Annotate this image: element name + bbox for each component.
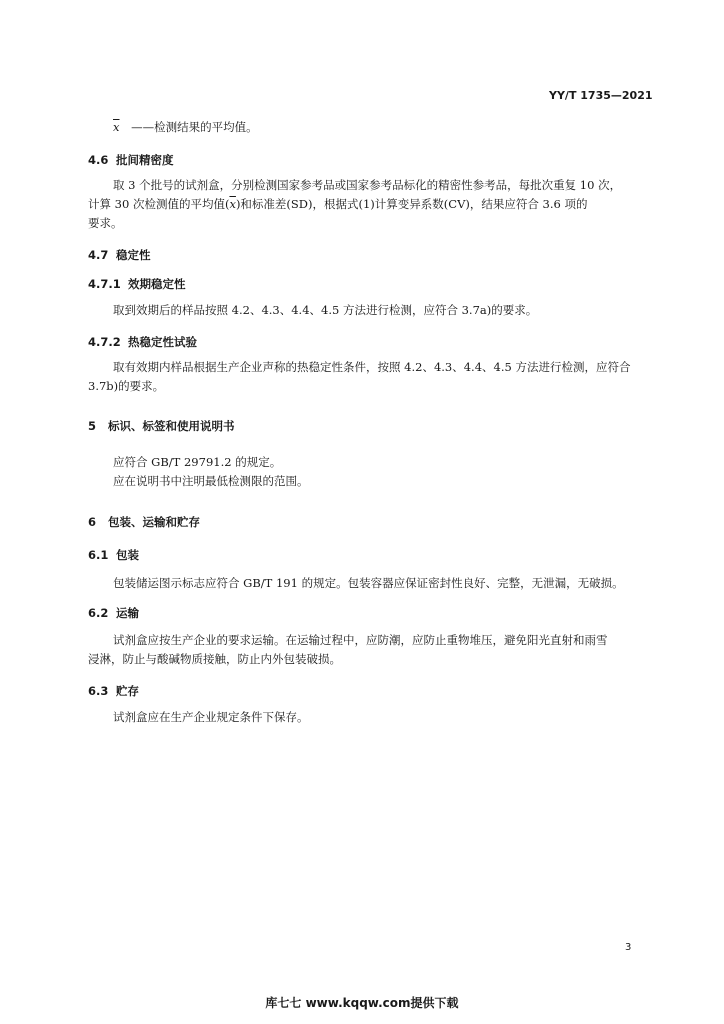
section-heading-4-7-2 bbox=[88, 334, 197, 350]
section-heading-4-7 bbox=[88, 247, 151, 263]
section-number: 6 bbox=[88, 515, 97, 529]
section-heading-6-1 bbox=[88, 547, 139, 563]
section-title: 运输 bbox=[116, 606, 139, 620]
section-number: 4.6 bbox=[88, 153, 109, 167]
paragraph-line: 取 3 个批号的试剂盒，分别检测国家参考品或国家参考品标化的精密性参考品，每批次重复 10 次， bbox=[113, 178, 622, 192]
section-title: 标识、标签和使用说明书 bbox=[108, 419, 235, 433]
paragraph-line: 要求。 bbox=[88, 216, 123, 230]
section-title: 包装 bbox=[116, 548, 139, 562]
section-number: 5 bbox=[88, 419, 97, 433]
section-heading-6-2 bbox=[88, 605, 139, 621]
text-run: )和标准差(SD)，根据式(1)计算变异系数(CV)，结果应符合 3.6 项的 bbox=[235, 197, 588, 211]
paragraph-line: 试剂盒应在生产企业规定条件下保存。 bbox=[113, 710, 309, 724]
section-title: 贮存 bbox=[116, 684, 139, 698]
section-number: 6.1 bbox=[88, 548, 109, 562]
section-title: 效期稳定性 bbox=[128, 277, 186, 291]
section-number: 4.7.1 bbox=[88, 277, 121, 291]
section-title: 包装、运输和贮存 bbox=[108, 515, 200, 529]
section-heading-5 bbox=[88, 418, 235, 434]
paragraph-line: 应在说明书中注明最低检测限的范围。 bbox=[113, 474, 309, 488]
paragraph-line: 包装储运图示标志应符合 GB/T 191 的规定。包装容器应保证密封性良好、完整，无泄漏，无破损。 bbox=[113, 576, 624, 590]
section-heading-4-7-1 bbox=[88, 276, 186, 292]
symbol-definition bbox=[113, 121, 258, 135]
section-title: 批间精密度 bbox=[116, 153, 174, 167]
section-title: 稳定性 bbox=[116, 248, 151, 262]
paragraph-line: 3.7b)的要求。 bbox=[88, 379, 165, 393]
mean-symbol: $\overline{x}$ bbox=[113, 120, 120, 134]
paragraph-line: 应符合 GB/T 29791.2 的规定。 bbox=[113, 455, 282, 469]
paragraph-line: 取到效期后的样品按照 4.2、4.3、4.4、4.5 方法进行检测，应符合 3.7a)的要求。 bbox=[113, 303, 538, 317]
paragraph-line: 浸淋，防止与酸碱物质接触，防止内外包装破损。 bbox=[88, 652, 341, 666]
section-number: 6.2 bbox=[88, 606, 109, 620]
section-heading-6 bbox=[88, 514, 200, 530]
section-number: 6.3 bbox=[88, 684, 109, 698]
footer-download-note: 库七七 www.kqqw.com提供下载 bbox=[265, 996, 459, 1010]
paragraph-line bbox=[88, 198, 587, 212]
paragraph-line: 取有效期内样品根据生产企业声称的热稳定性条件，按照 4.2、4.3、4.4、4.5 方法进行检测，应符合 bbox=[113, 360, 631, 374]
definition-text: ——检测结果的平均值。 bbox=[131, 120, 258, 134]
document-code: YY/T 1735—2021 bbox=[549, 89, 653, 102]
mean-symbol: $\overline{x}$ bbox=[229, 197, 236, 211]
paragraph-line: 试剂盒应按生产企业的要求运输。在运输过程中，应防潮，应防止重物堆压，避免阳光直射和雨雪 bbox=[113, 633, 608, 647]
section-title: 热稳定性试验 bbox=[128, 335, 197, 349]
section-number: 4.7 bbox=[88, 248, 109, 262]
section-number: 4.7.2 bbox=[88, 335, 121, 349]
text-run: 计算 30 次检测值的平均值( bbox=[88, 197, 230, 211]
section-heading-4-6 bbox=[88, 152, 174, 168]
page-number: 3 bbox=[625, 942, 632, 953]
section-heading-6-3 bbox=[88, 683, 139, 699]
